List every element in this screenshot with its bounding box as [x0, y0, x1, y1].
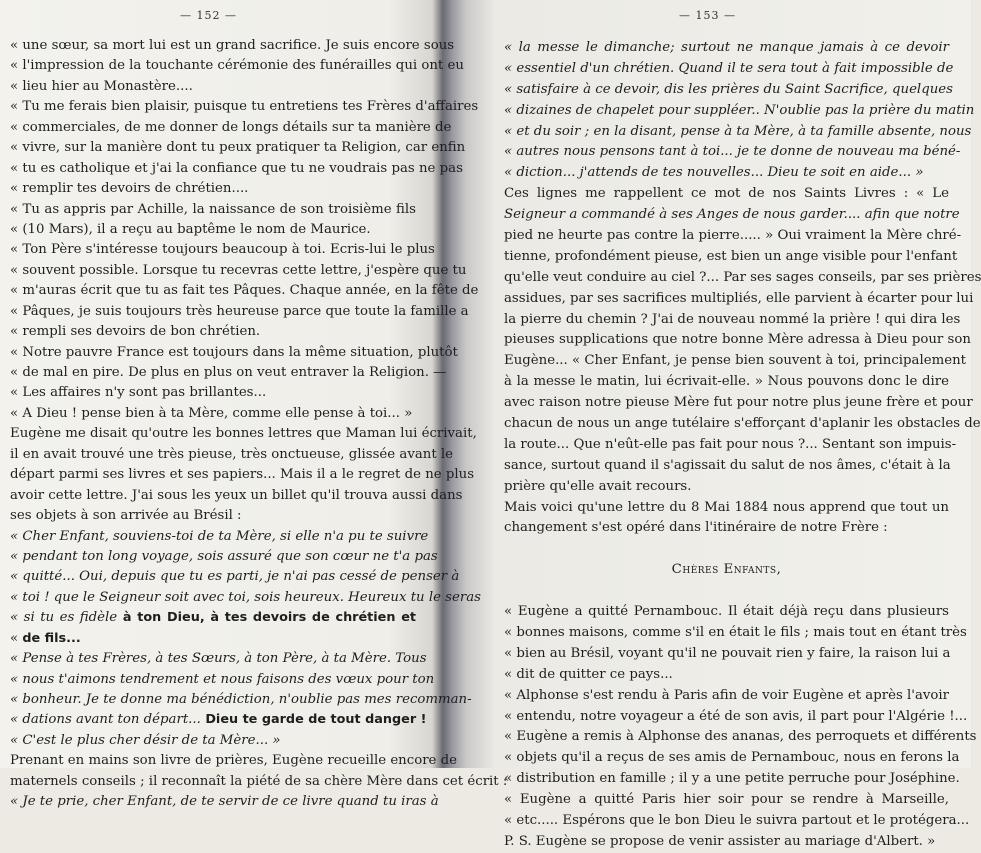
bold-text: de fils...	[22, 630, 81, 646]
text-line: avoir cette lettre. J'ai sous les yeux un billet qu'il trouva aussi dans	[10, 487, 463, 503]
text-line: « toi ! que le Seigneur soit avec toi, sois heureux. Heureux tu le seras	[10, 589, 481, 605]
text-line: « dizaines de chapelet pour suppléer.. N'oublie pas la prière du matin	[504, 102, 975, 118]
text-line: « la messe le dimanche; surtout ne manque jamais à ce devoir	[504, 40, 949, 55]
text-line: P. S. Eugène se propose de venir assister au mariage d'Albert. »	[504, 833, 936, 849]
text-line: « l'impression de la touchante cérémonie des funérailles qui ont eu	[10, 58, 464, 74]
text-line: « tu es catholique et j'ai la confiance que tu ne voudrais pas ne pas	[10, 160, 463, 176]
text-line: « rempli ses devoirs de bon chrétien.	[10, 324, 261, 340]
text-line: sance, surtout quand il s'agissait du salut de nos âmes, c'était à la	[504, 457, 951, 473]
text-line: « etc..... Espérons que le bon Dieu le suivra partout et le protégera...	[504, 812, 970, 828]
text-line: Ces lignes me rappellent ce mot de nos Saints Livres : « Le	[504, 186, 949, 202]
text-line: « bonheur. Je te donne ma bénédiction, n'oublie pas mes recomman-	[10, 692, 472, 707]
text-line: « une sœur, sa mort lui est un grand sacrifice. Je suis encore sous	[10, 38, 455, 53]
text-line: ses objets à son arrivée au Brésil :	[10, 508, 242, 524]
text-line: « objets qu'il a reçus de ses amis de Pernambouc, nous en ferons la	[504, 750, 960, 766]
text-line: assidues, par ses sacrifices multipliés, elle parvient à écarter pour lui	[504, 290, 974, 306]
left-page	[0, 0, 508, 810]
text-line: pieuses supplications que notre bonne Mère adressa à Dieu pour son	[504, 332, 971, 348]
text-line: « nous t'aimons tendrement et nous faisons des vœux pour ton	[10, 671, 435, 687]
text-line: « Ton Père s'intéresse toujours beaucoup à toi. Ecris-lui le plus	[10, 242, 435, 258]
text-line: « diction... j'attends de tes nouvelles... Dieu te soit en aide... »	[504, 165, 924, 181]
text-line: la route... Que n'eût-elle pas fait pour nous ?... Sentant son impuis-	[504, 436, 957, 452]
text-line: « Pense à tes Frères, à tes Sœurs, à ton Père, à ta Mère. Tous	[10, 651, 427, 667]
text-line: « lieu hier au Monastère....	[10, 78, 193, 94]
text-line: « et du soir ; en la disant, pense à ta Mère, à ta famille absente, nous	[504, 123, 972, 139]
text-line: « souvent possible. Lorsque tu recevras cette lettre, j'espère que tu	[10, 262, 467, 278]
text-line: « Pâques, je suis toujours très heureuse parce que toute la famille a	[10, 303, 469, 319]
text-line: « Tu me ferais bien plaisir, puisque tu entretiens tes Frères d'affaires	[10, 99, 479, 115]
text-line: il en avait trouvé une très pieuse, très onctueuse, glissée avant le	[10, 446, 454, 462]
text-line: pied ne heurte pas contre la pierre..... » Oui vraiment la Mère chré-	[504, 228, 962, 244]
text-line: « pendant ton long voyage, sois assuré que son cœur ne t'a pas	[10, 548, 438, 564]
text-line: « Alphonse s'est rendu à Paris afin de voir Eugène et après l'avoir	[504, 687, 949, 703]
text-line: « Tu as appris par Achille, la naissance de son troisième fils	[10, 201, 416, 217]
text-line: la pierre du chemin ? J'ai de nouveau nommé la prière ! qui dira les	[504, 311, 961, 327]
text-line: chacun de nous un ange tutélaire s'efforçant d'aplanir les obstacles de	[504, 416, 981, 432]
text-line: départ parmi ses livres et ses papiers... Mais il a le regret de ne plus	[10, 467, 475, 483]
text-line: à la messe le matin, lui écrivait-elle. » Nous pouvons donc le dire	[504, 374, 949, 390]
text-line: « essentiel d'un chrétien. Quand il te sera tout à fait impossible de	[504, 60, 954, 76]
text-line: Eugène... « Cher Enfant, je pense bien souvent à toi, principalement	[504, 353, 966, 369]
text-line: Prenant en mains son livre de prières, Eugène recueille encore de	[10, 753, 458, 769]
text-line: « bonnes maisons, comme s'il en était le fils ; mais tout en étant très	[504, 624, 967, 640]
text-line: « dit de quitter ce pays...	[504, 666, 673, 682]
text-line: « (10 Mars), il a reçu au baptême le nom de Maurice.	[10, 221, 371, 237]
bold-text: à ton Dieu, à tes devoirs de chrétien et	[117, 610, 416, 626]
text-line: « de fils...	[10, 630, 81, 646]
text-line: « A Dieu ! pense bien à ta Mère, comme elle pense à toi... »	[10, 405, 413, 421]
text-line: « dations avant ton départ... Dieu te garde de tout danger !	[10, 712, 427, 728]
text-line: « C'est le plus cher désir de ta Mère... »	[10, 732, 281, 748]
text-line: « remplir tes devoirs de chrétien....	[10, 181, 249, 197]
text-line: « si tu es fidèle à ton Dieu, à tes devoirs de chrétien et	[10, 610, 416, 626]
text-line: « Cher Enfant, souviens-toi de ta Mère, si elle n'a pu te suivre	[10, 528, 429, 544]
text-line: Chères Enfants,	[671, 562, 782, 578]
text-line: qu'elle veut conduire au ciel ?... Par ses sages conseils, par ses prières	[504, 269, 981, 285]
text-line: avec raison notre pieuse Mère fut pour notre plus jeune frère et pour	[504, 395, 973, 411]
text-line: « distribution en famille ; il y a une petite perruche pour Joséphine.	[504, 771, 960, 787]
text-line: Mais voici qu'une lettre du 8 Mai 1884 nous apprend que tout un	[504, 499, 949, 515]
text-line	[504, 581, 949, 602]
text-line: Eugène me disait qu'outre les bonnes lettres que Maman lui écrivait,	[10, 426, 477, 442]
text-line: « quitté... Oui, depuis que tu es parti, je n'ai pas cessé de penser à	[10, 569, 460, 585]
text-line: « commerciales, de me donner de longs détails sur ta manière de	[10, 119, 452, 135]
text-line: changement s'est opéré dans l'itinéraire de notre Frère :	[504, 520, 888, 536]
text-line: « de mal en pire. De plus en plus on veut entraver la Religion. —	[10, 365, 447, 380]
text-line: « bien au Brésil, voyant qu'il ne pouvait rien y faire, la raison lui a	[504, 645, 951, 661]
left-page-text	[10, 36, 508, 813]
text-line: « vivre, sur la manière dont tu peux pratiquer ta Religion, car enfin	[10, 140, 466, 156]
text-line: « Eugène a quitté Paris hier soir pour se rendre à Marseille,	[504, 792, 949, 808]
text-line: prière qu'elle avait recours.	[504, 478, 692, 494]
text-line: « satisfaire à ce devoir, dis les prières du Saint Sacrifice, quelques	[504, 81, 953, 97]
text-line: « Les affaires n'y sont pas brillantes...	[10, 385, 267, 401]
text-line: « Notre pauvre France est toujours dans la même situation, plutôt	[10, 344, 458, 360]
text-line	[504, 539, 949, 560]
text-line: « Eugène a remis à Alphonse des ananas, des perroquets et différents	[504, 729, 977, 745]
text-line: « Eugène a quitté Pernambouc. Il était déjà reçu dans plusieurs	[504, 604, 949, 620]
text-line: maternels conseils ; il reconnaît la piété de sa chère Mère dans cet écrit :	[10, 773, 508, 789]
page-number: — 153 —	[679, 9, 736, 22]
bold-text: Dieu te garde de tout danger !	[200, 712, 427, 728]
text-line: « autres nous pensons tant à toi... je te donne de nouveau ma béné-	[504, 144, 961, 160]
text-line: Seigneur a commandé à ses Anges de nous garder.... afin que notre	[504, 207, 960, 223]
right-page	[486, 0, 981, 849]
text-line: tienne, profondément pieuse, est bien un ange visible pour l'enfant	[504, 248, 958, 264]
page-number: — 152 —	[180, 9, 237, 22]
text-line: « Je te prie, cher Enfant, de te servir de ce livre quand tu iras à	[10, 794, 439, 810]
right-page-text	[504, 38, 981, 853]
text-line: « m'auras écrit que tu as fait tes Pâques. Chaque année, en la fête de	[10, 283, 479, 299]
text-line: « entendu, notre voyageur a été de son avis, il part pour l'Algérie !...	[504, 708, 968, 724]
